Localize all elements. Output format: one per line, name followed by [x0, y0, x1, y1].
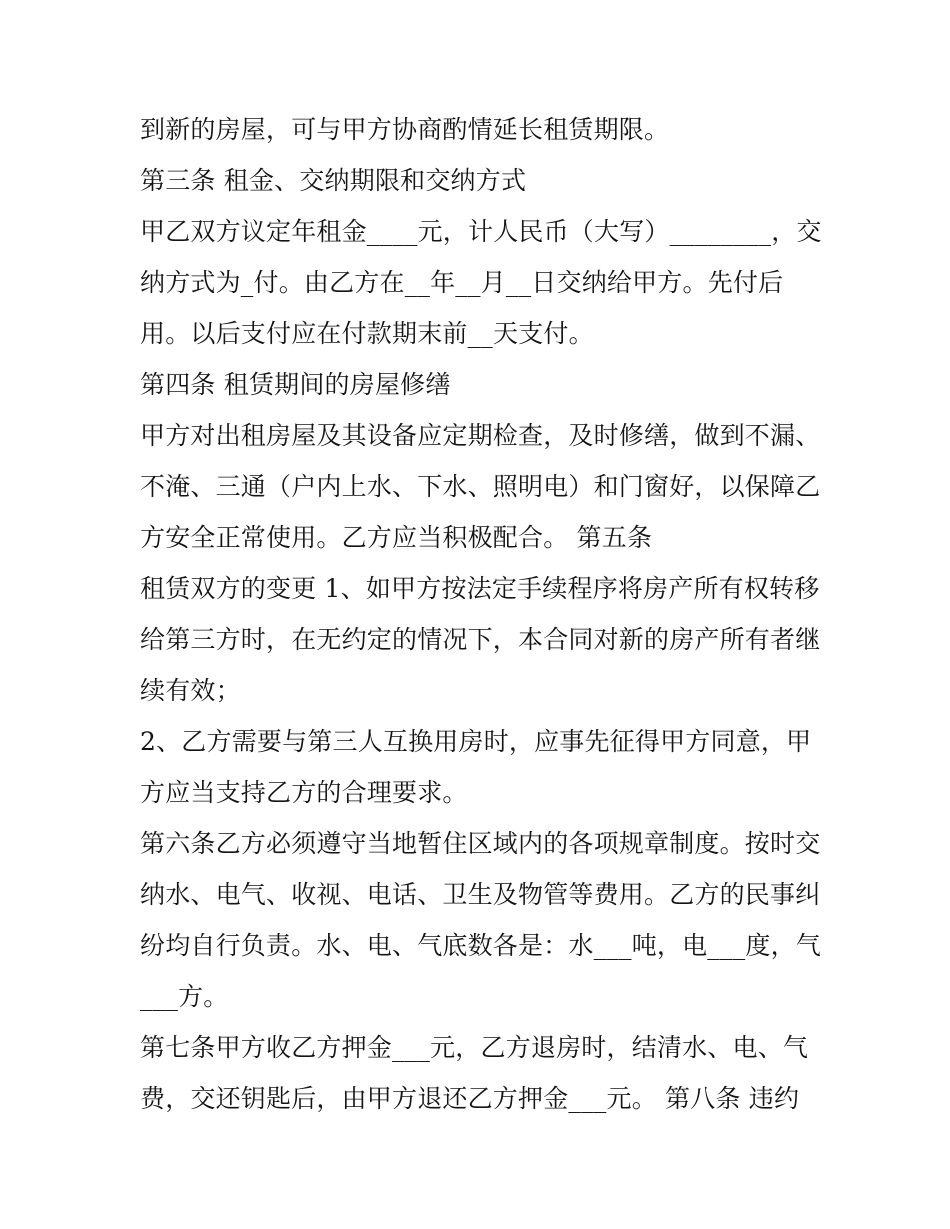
section-heading: 第四条 租赁期间的房屋修缮	[140, 370, 451, 399]
text-line: 费，交还钥匙后，由甲方退还乙方押金___元。 第八条 违约	[140, 1084, 800, 1113]
text-line: 方应当支持乙方的合理要求。	[140, 778, 468, 807]
text-line: 纳水、电气、收视、电话、卫生及物管等费用。乙方的民事纠	[140, 880, 821, 909]
text-line: 第六条乙方必须遵守当地暂住区域内的各项规章制度。按时交	[140, 829, 821, 858]
text-line: 方安全正常使用。乙方应当积极配合。 第五条	[140, 523, 653, 552]
text-line: 续有效；	[140, 676, 241, 705]
text-line: 到新的房屋，可与甲方协商酌情延长租赁期限。	[140, 115, 670, 144]
text-line: 租赁双方的变更 1、如甲方按法定手续程序将房产所有权转移	[140, 574, 820, 603]
text-line: ___方。	[140, 982, 229, 1011]
section-heading: 第三条 租金、交纳期限和交纳方式	[140, 166, 527, 195]
text-line: 甲方对出租房屋及其设备应定期检查，及时修缮，做到不漏、	[140, 421, 821, 450]
text-line: 用。以后支付应在付款期末前__天支付。	[140, 319, 594, 348]
text-line: 甲乙双方议定年租金____元，计人民币（大写）________，交	[140, 217, 822, 246]
text-line: 纷均自行负责。水、电、气底数各是：水___吨，电___度，气	[140, 931, 822, 960]
text-line: 第七条甲方收乙方押金___元，乙方退房时，结清水、电、气	[140, 1033, 809, 1062]
text-line: 不淹、三通（户内上水、下水、照明电）和门窗好，以保障乙	[140, 472, 821, 501]
text-line: 2、乙方需要与第三人互换用房时，应事先征得甲方同意，甲	[140, 727, 812, 756]
text-line: 给第三方时，在无约定的情况下，本合同对新的房产所有者继	[140, 625, 821, 654]
text-line: 纳方式为_付。由乙方在__年__月__日交纳给甲方。先付后	[140, 268, 784, 297]
